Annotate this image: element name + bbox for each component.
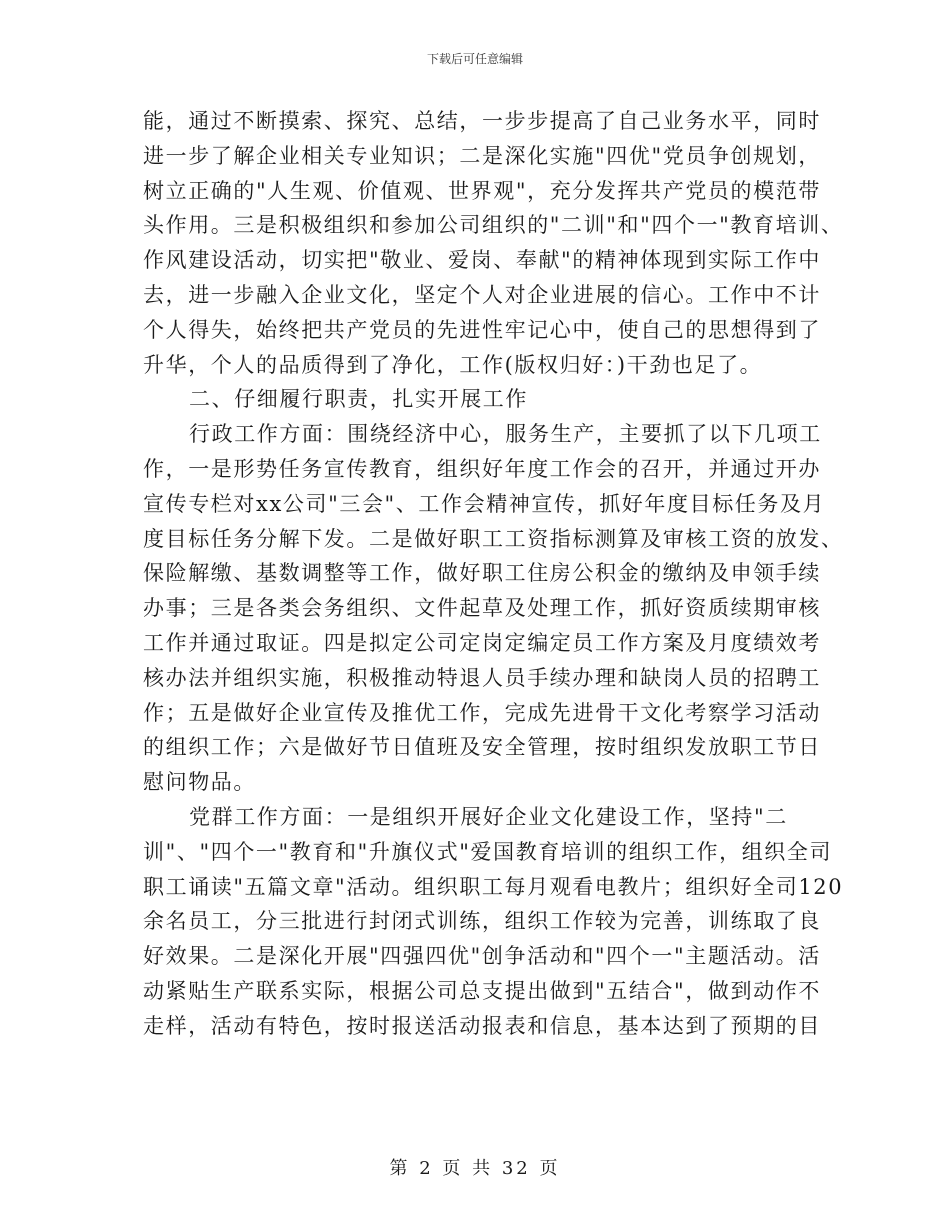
text-line: 职工诵读"五篇文章"活动。组织职工每月观看电教片；组织好全司120 (143, 874, 844, 899)
text-line: 训"、"四个一"教育和"升旗仪式"爱国教育培训的组织工作，组织全司 (143, 839, 833, 864)
text-line: 作风建设活动，切实把"敬业、爱岗、奉献"的精神体现到实际工作中 (143, 248, 821, 273)
page-footer: 第 2 页 共 32 页 (389, 1158, 561, 1179)
text-line: 能，通过不断摸索、探究、总结，一步步提高了自己业务水平，同时 (143, 109, 821, 133)
text-line: 的组织工作；六是做好节日值班及安全管理，按时组织发放职工节日 (143, 735, 821, 760)
text-line: 度目标任务分解下发。二是做好职工工资指标测算及审核工资的放发、 (143, 526, 844, 551)
text-line: 慰问物品。 (143, 770, 256, 795)
text-line: 树立正确的"人生观、价值观、世界观"，充分发挥共产党员的模范带 (143, 178, 821, 203)
text-line: 二、仔细履行职责，扎实开展工作 (189, 387, 528, 412)
text-line: 进一步了解企业相关专业知识；二是深化实施"四优"党员争创规划， (143, 143, 821, 168)
text-line: 党群工作方面：一是组织开展好企业文化建设工作，坚持"二 (189, 804, 788, 829)
text-line: 去，进一步融入企业文化，坚定个人对企业进展的信心。工作中不计 (143, 282, 821, 307)
text-line: 好效果。二是深化开展"四强四优"创争活动和"四个一"主题活动。活 (143, 944, 821, 969)
text-line: 保险解缴、基数调整等工作，做好职工住房公积金的缴纳及申领手续 (143, 561, 821, 586)
page-header: 下载后可任意编辑 (426, 52, 523, 66)
text-line: 工作并通过取证。四是拟定公司定岗定编定员工作方案及月度绩效考 (143, 630, 821, 655)
text-line: 走样，活动有特色，按时报送活动报表和信息，基本达到了预期的目 (143, 1013, 821, 1038)
text-line: 办事；三是各类会务组织、文件起草及处理工作，抓好资质续期审核 (143, 596, 821, 621)
text-line: 作，一是形势任务宣传教育，组织好年度工作会的召开，并通过开办 (143, 456, 821, 481)
text-line: 动紧贴生产联系实际，根据公司总支提出做到"五结合"，做到动作不 (143, 978, 821, 1003)
text-line: 核办法并组织实施，积极推动特退人员手续办理和缺岗人员的招聘工 (143, 665, 821, 690)
text-line: 头作用。三是积极组织和参加公司组织的"二训"和"四个一"教育培训、 (143, 213, 844, 238)
text-line: 宣传专栏对xx公司"三会"、工作会精神宣传，抓好年度目标任务及月 (143, 491, 826, 516)
text-line: 行政工作方面：围绕经济中心，服务生产，主要抓了以下几项工 (189, 422, 822, 447)
document-body (143, 104, 844, 1044)
text-line: 升华，个人的品质得到了净化，工作(版权归好：)干劲也足了。 (143, 352, 763, 377)
text-line: 个人得失，始终把共产党员的先进性牢记心中，使自己的思想得到了 (143, 317, 821, 342)
text-line: 余名员工，分三批进行封闭式训练，组织工作较为完善，训练取了良 (143, 909, 821, 934)
text-line: 作；五是做好企业宣传及推优工作，完成先进骨干文化考察学习活动 (143, 700, 821, 725)
